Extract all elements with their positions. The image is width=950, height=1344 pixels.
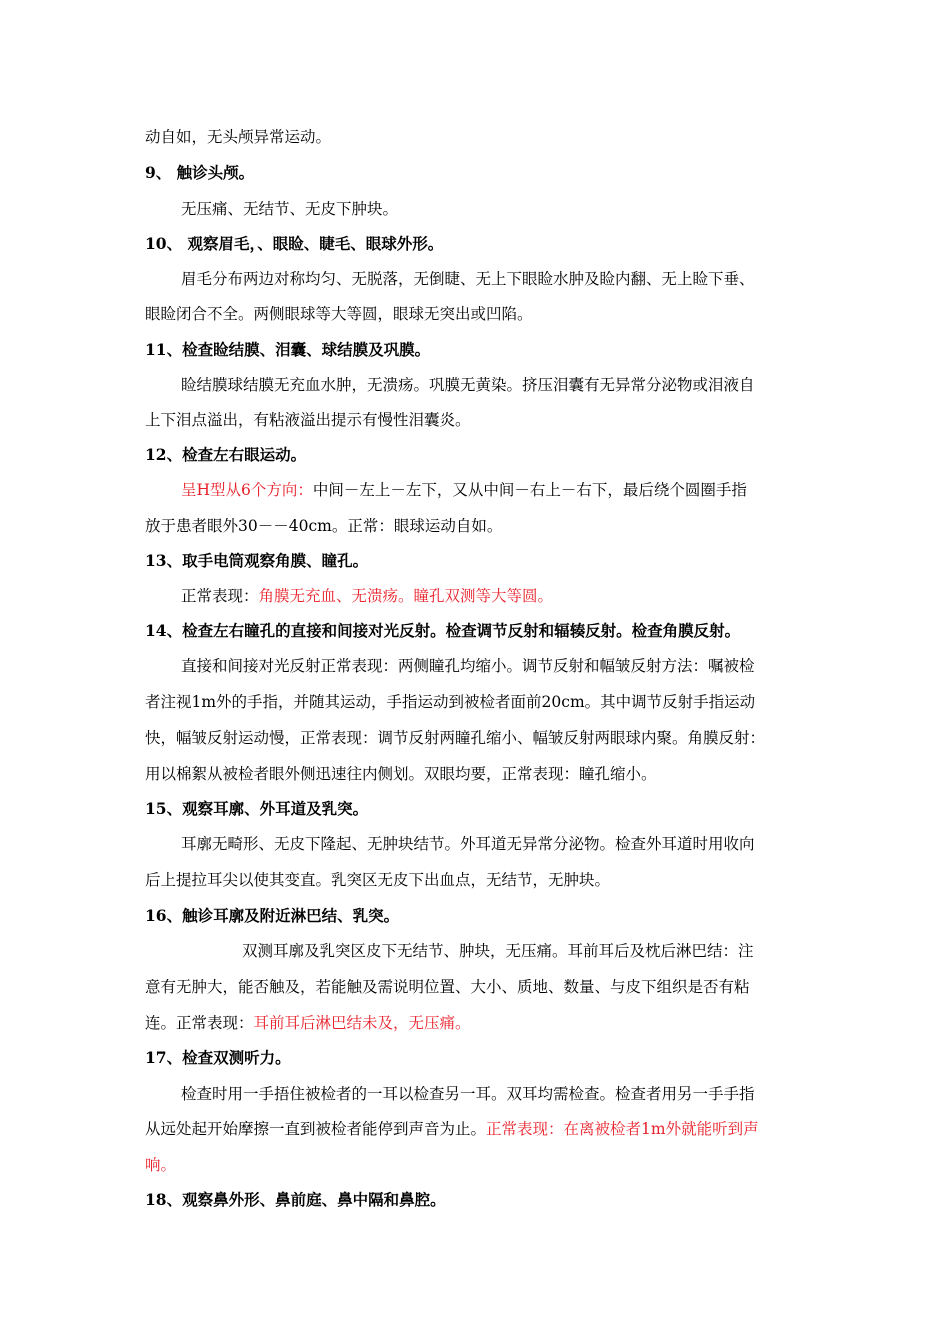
paragraph-line: 耳廓无畸形、无皮下隆起、无肿块结节。外耳道无异常分泌物。检查外耳道时用收向 <box>181 835 755 853</box>
section-heading-14: 14、检查左右瞳孔的直接和间接对光反射。检查调节反射和辐辏反射。检查角膜反射。 <box>145 621 741 640</box>
paragraph-line: 眉毛分布两边对称均匀、无脱落，无倒睫、无上下眼睑水肿及睑内翻、无上睑下垂、 <box>181 270 755 288</box>
highlight-text: 耳前耳后淋巴结未及，无压痛。 <box>253 1014 471 1032</box>
paragraph-line: 上下泪点溢出，有粘液溢出提示有慢性泪囊炎。 <box>145 411 471 429</box>
paragraph-line <box>145 1118 815 1140</box>
paragraph-line <box>145 1012 815 1034</box>
section-heading-10: 10、 观察眉毛，、眼睑、睫毛、眼球外形。 <box>145 234 444 253</box>
paragraph-line: 无压痛、无结节、无皮下肿块。 <box>181 200 399 218</box>
body-text: 中间－左上－左下，又从中间－右上－右下，最后绕个圆圈手指 <box>312 481 747 499</box>
body-text: 从远处起开始摩擦一直到被检者能停到声音为止。 <box>145 1120 487 1138</box>
paragraph-line: 动自如，无头颅异常运动。 <box>145 128 332 146</box>
paragraph-line: 响。 <box>145 1156 177 1174</box>
paragraph-line <box>181 479 851 501</box>
highlight-text: 呈H型从6个方向： <box>181 481 313 499</box>
paragraph-line: 直接和间接对光反射正常表现：两侧瞳孔均缩小。调节反射和幅皱反射方法：嘱被检 <box>181 657 755 675</box>
section-heading-17: 17、检查双测听力。 <box>145 1048 291 1067</box>
section-heading-18: 18、观察鼻外形、鼻前庭、鼻中隔和鼻腔。 <box>145 1190 446 1209</box>
paragraph-line: 放于患者眼外30－－40cm。正常：眼球运动自如。 <box>145 517 503 535</box>
paragraph-line: 睑结膜球结膜无充血水肿，无溃疡。巩膜无黄染。挤压泪囊有无异常分泌物或泪液自 <box>181 376 755 394</box>
section-heading-11: 11、检查睑结膜、泪囊、球结膜及巩膜。 <box>145 340 431 359</box>
paragraph-line: 意有无肿大，能否触及，若能触及需说明位置、大小、质地、数量、与皮下组织是否有粘 <box>145 978 750 996</box>
paragraph-line: 检查时用一手捂住被检者的一耳以检查另一耳。双耳均需检查。检查者用另一手手指 <box>181 1085 755 1103</box>
section-heading-13: 13、取手电筒观察角膜、瞳孔。 <box>145 551 369 570</box>
paragraph-line: 双测耳廓及乳突区皮下无结节、肿块，无压痛。耳前耳后及枕后淋巴结：注 <box>242 942 754 960</box>
body-text: 正常表现： <box>181 587 259 605</box>
paragraph-line: 用以棉絮从被检者眼外侧迅速往内侧划。双眼均要，正常表现：瞳孔缩小。 <box>145 765 657 783</box>
paragraph-line: 快，幅皱反射运动慢，正常表现：调节反射两瞳孔缩小、幅皱反射两眼球内聚。角膜反射： <box>145 729 766 747</box>
highlight-text: 正常表现：在离被检者1m外就能听到声 <box>486 1120 759 1138</box>
section-heading-15: 15、观察耳廓、外耳道及乳突。 <box>145 799 369 818</box>
paragraph-line: 后上提拉耳尖以使其变直。乳突区无皮下出血点，无结节，无肿块。 <box>145 871 611 889</box>
section-heading-12: 12、检查左右眼运动。 <box>145 445 307 464</box>
paragraph-line: 者注视1m外的手指，并随其运动，手指运动到被检者面前20cm。其中调节反射手指运动 <box>145 693 756 711</box>
paragraph-line <box>181 585 851 607</box>
paragraph-line: 眼睑闭合不全。两侧眼球等大等圆，眼球无突出或凹陷。 <box>145 305 533 323</box>
body-text: 连。正常表现： <box>145 1014 254 1032</box>
highlight-text: 角膜无充血、无溃疡。瞳孔双测等大等圆。 <box>258 587 554 605</box>
section-heading-16: 16、触诊耳廓及附近淋巴结、乳突。 <box>145 906 400 925</box>
section-heading-9: 9、 触诊头颅。 <box>145 163 255 182</box>
